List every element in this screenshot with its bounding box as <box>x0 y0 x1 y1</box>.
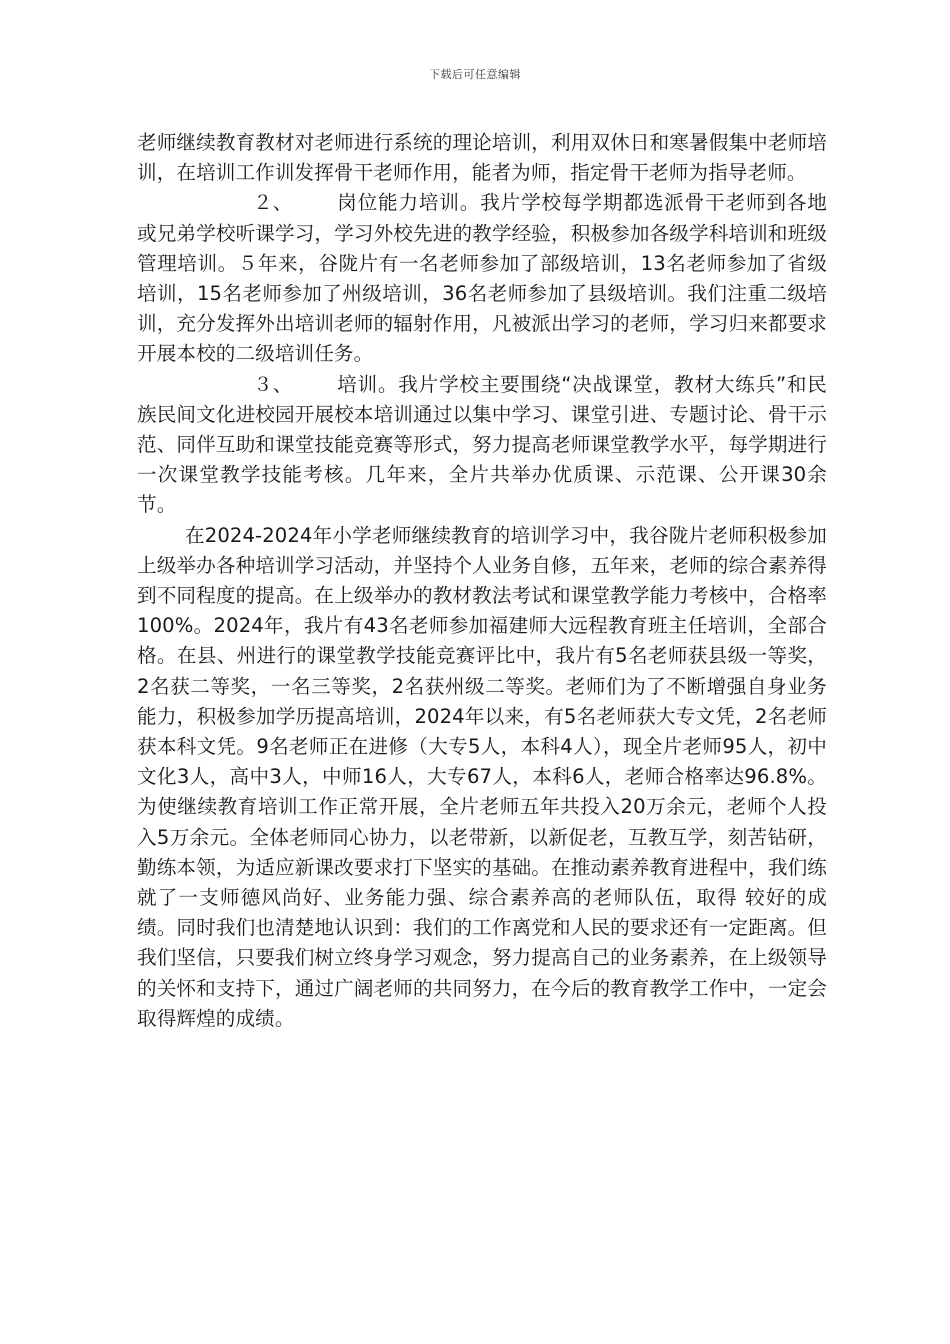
list-item-3-number: ３、 <box>253 372 293 396</box>
list-item-3 <box>137 370 827 521</box>
page-header-note: 下载后可任意编辑 <box>429 68 521 81</box>
list-item-3-text: 培训。我片学校主要围绕“决战课堂，教材大练兵”和民族民间文化进校园开展校本培训通过以集中学习、课堂引进、专题讨论、骨干示范、同伴互助和课堂技能竞赛等形式，努力提高老师课堂教学水平，每学期进行一次课堂教学技能考核。几年来，全片共举办优质课、示范课、公开课30余节。 <box>137 372 827 517</box>
paragraph-summary: 在2024-2024年小学老师继续教育的培训学习中，我谷陇片老师积极参加上级举办各种培训学习活动，并坚持个人业务自修，五年来，老师的综合素养得到不同程度的提高。在上级举办的教材教法考试和课堂教学能力考核中，合格率100%。2024年，我片有43名老师参加福建师大远程教育班主任培训，全部合格。在县、州进行的课堂教学技能竞赛评比中，我片有5名老师获县级一等奖，2名获二等奖，一名三等奖，2名获州级二等奖。老师们为了不断增强自身业务能力，积极参加学历提高培训，2024年以来，有5名老师获大专文凭，2名老师获本科文凭。9名老师正在进修（大专5人，本科4人），现全片老师95人，初中文化3人，高中3人，中师16人，大专67人，本科6人，老师合格率达96.8%。为使继续教育培训工作正常开展，全片老师五年共投入20万余元，老师个人投入5万余元。全体老师同心协力，以老带新，以新促老，互教互学，刻苦钻研，勤练本领，为适应新课改要求打下坚实的基础。在推动素养教育进程中，我们练就了一支师德风尚好、业务能力强、综合素养高的老师队伍，取得 较好的成绩。同时我们也清楚地认识到：我们的工作离党和人民的要求还有一定距离。但我们坚信，只要我们树立终身学习观念，努力提高自己的业务素养，在上级领导的关怀和支持下，通过广阔老师的共同努力，在今后的教育教学工作中，一定会取得辉煌的成绩。 <box>137 523 827 1030</box>
document-body <box>137 128 827 1034</box>
list-item-2-text: 岗位能力培训。我片学校每学期都选派骨干老师到各地或兄弟学校听课学习，学习外校先进的教学经验，积极参加各级学科培训和班级管理培训。５年来，谷陇片有一名老师参加了部级培训，13名老师参加了省级培训，15名老师参加了州级培训，36名老师参加了县级培训。我们注重二级培训，充分发挥外出培训老师的辐射作用，凡被派出学习的老师，学习归来都要求开展本校的二级培训任务。 <box>137 191 827 366</box>
list-item-2-number: ２、 <box>253 191 293 215</box>
list-item-2 <box>137 188 827 369</box>
paragraph-continuation: 老师继续教育教材对老师进行系统的理论培训，利用双休日和寒暑假集中老师培训，在培训工作训发挥骨干老师作用，能者为师，指定骨干老师为指导老师。 <box>137 131 827 185</box>
